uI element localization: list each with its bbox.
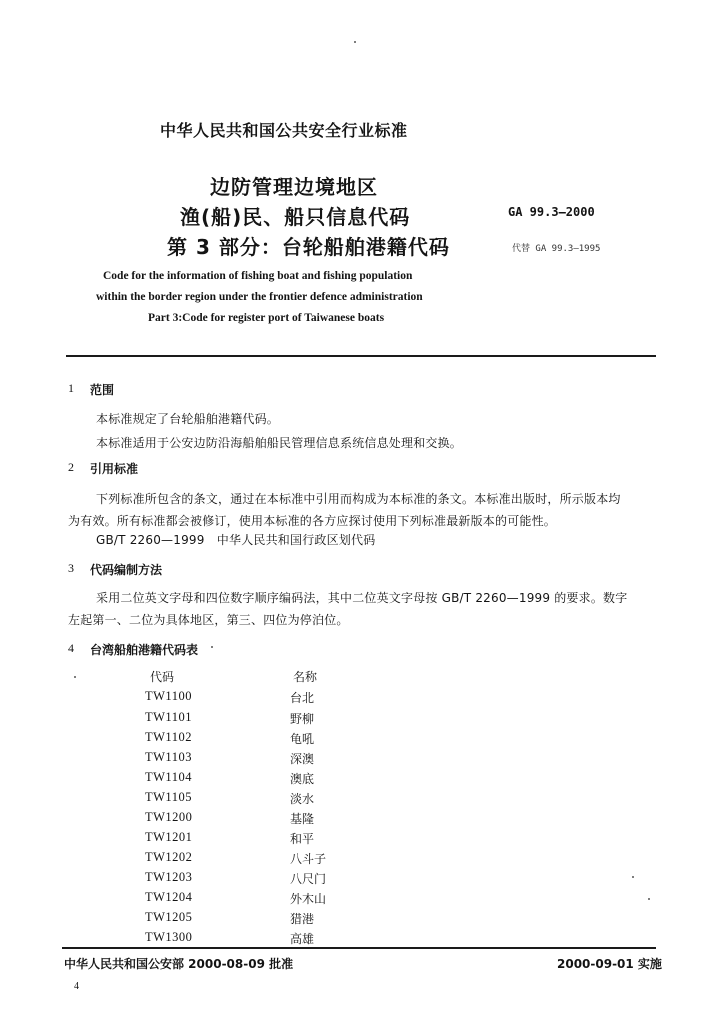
table-cell-code: TW1204 [145, 890, 193, 904]
standard-replaces: 代替 GA 99.3—1995 [512, 244, 601, 254]
english-title-line-3: Part 3:Code for register port of Taiwanese boats [148, 312, 385, 324]
title-line-3: 第 3 部分：台轮船舶港籍代码 [167, 235, 450, 259]
section-title-code-table: 台湾船舶港籍代码表 [90, 643, 199, 657]
section-number: 1 [68, 381, 74, 395]
paragraph: 本标准规定了台轮船舶港籍代码。 [96, 412, 280, 426]
section-number: 2 [68, 460, 74, 474]
table-cell-code: TW1103 [145, 750, 192, 764]
table-cell-name: 外木山 [290, 892, 327, 906]
table-cell-code: TW1105 [145, 790, 192, 804]
section-number: 3 [68, 561, 74, 575]
table-cell-code: TW1200 [145, 810, 193, 824]
table-cell-name: 野柳 [290, 712, 315, 726]
table-cell-code: TW1201 [145, 830, 193, 844]
table-cell-name: 台北 [290, 691, 315, 705]
industry-standard-header: 中华人民共和国公共安全行业标准 [160, 121, 408, 140]
table-cell-code: TW1202 [145, 850, 193, 864]
table-cell-name: 和平 [290, 832, 315, 846]
table-cell-code: TW1104 [145, 770, 192, 784]
title-line-2: 渔(船)民、船只信息代码 [180, 205, 411, 229]
scan-speck [354, 41, 356, 43]
english-title-line-2: within the border region under the frontier defence administration [96, 291, 423, 303]
title-line-1: 边防管理边境地区 [210, 175, 378, 199]
table-cell-code: TW1100 [145, 689, 192, 703]
page-number: 4 [74, 981, 79, 992]
table-cell-name: 龟吼 [290, 732, 315, 746]
section-title-scope: 范围 [90, 383, 115, 397]
table-cell-name: 八尺门 [290, 872, 327, 886]
table-cell-name: 高雄 [290, 932, 315, 946]
table-cell-code: TW1300 [145, 930, 193, 944]
effective-date: 2000-09-01 实施 [557, 957, 662, 971]
table-cell-code: TW1102 [145, 730, 192, 744]
table-cell-name: 淡水 [290, 792, 315, 806]
table-cell-name: 澳底 [290, 772, 315, 786]
table-cell-name: 深澳 [290, 752, 315, 766]
paragraph: 为有效。所有标准都会被修订，使用本标准的各方应探讨使用下列标准最新版本的可能性。 [68, 514, 557, 528]
section-title-coding-method: 代码编制方法 [90, 563, 163, 577]
section-number: 4 [68, 641, 74, 655]
paragraph: 左起第一、二位为具体地区，第三、四位为停泊位。 [68, 613, 349, 627]
scan-speck [74, 676, 76, 678]
table-cell-name: 基隆 [290, 812, 315, 826]
english-title-line-1: Code for the information of fishing boat and fishing population [103, 270, 413, 282]
issued-date: 中华人民共和国公安部 2000-08-09 批准 [64, 957, 294, 971]
bottom-divider [62, 947, 656, 949]
standard-number: GA 99.3—2000 [508, 205, 595, 219]
scan-speck [632, 876, 634, 878]
table-cell-code: TW1205 [145, 910, 193, 924]
paragraph: 下列标准所包含的条文，通过在本标准中引用而构成为本标准的条文。本标准出版时，所示版本均 [96, 492, 621, 506]
top-divider [66, 355, 656, 357]
table-header-name: 名称 [293, 670, 318, 684]
paragraph: 采用二位英文字母和四位数字顺序编码法，其中二位英文字母按 GB/T 2260—1999 的要求。数字 [96, 591, 628, 605]
table-header-code: 代码 [150, 670, 175, 684]
table-cell-name: 八斗子 [290, 852, 327, 866]
table-cell-code: TW1203 [145, 870, 193, 884]
table-cell-name: 猎港 [290, 912, 315, 926]
table-cell-code: TW1101 [145, 710, 192, 724]
referenced-standard: GB/T 2260—1999 中华人民共和国行政区划代码 [96, 533, 376, 547]
scan-speck [648, 898, 650, 900]
section-title-references: 引用标准 [90, 462, 139, 476]
paragraph: 本标准适用于公安边防沿海船舶船民管理信息系统信息处理和交换。 [96, 436, 463, 450]
scan-speck [211, 646, 213, 648]
